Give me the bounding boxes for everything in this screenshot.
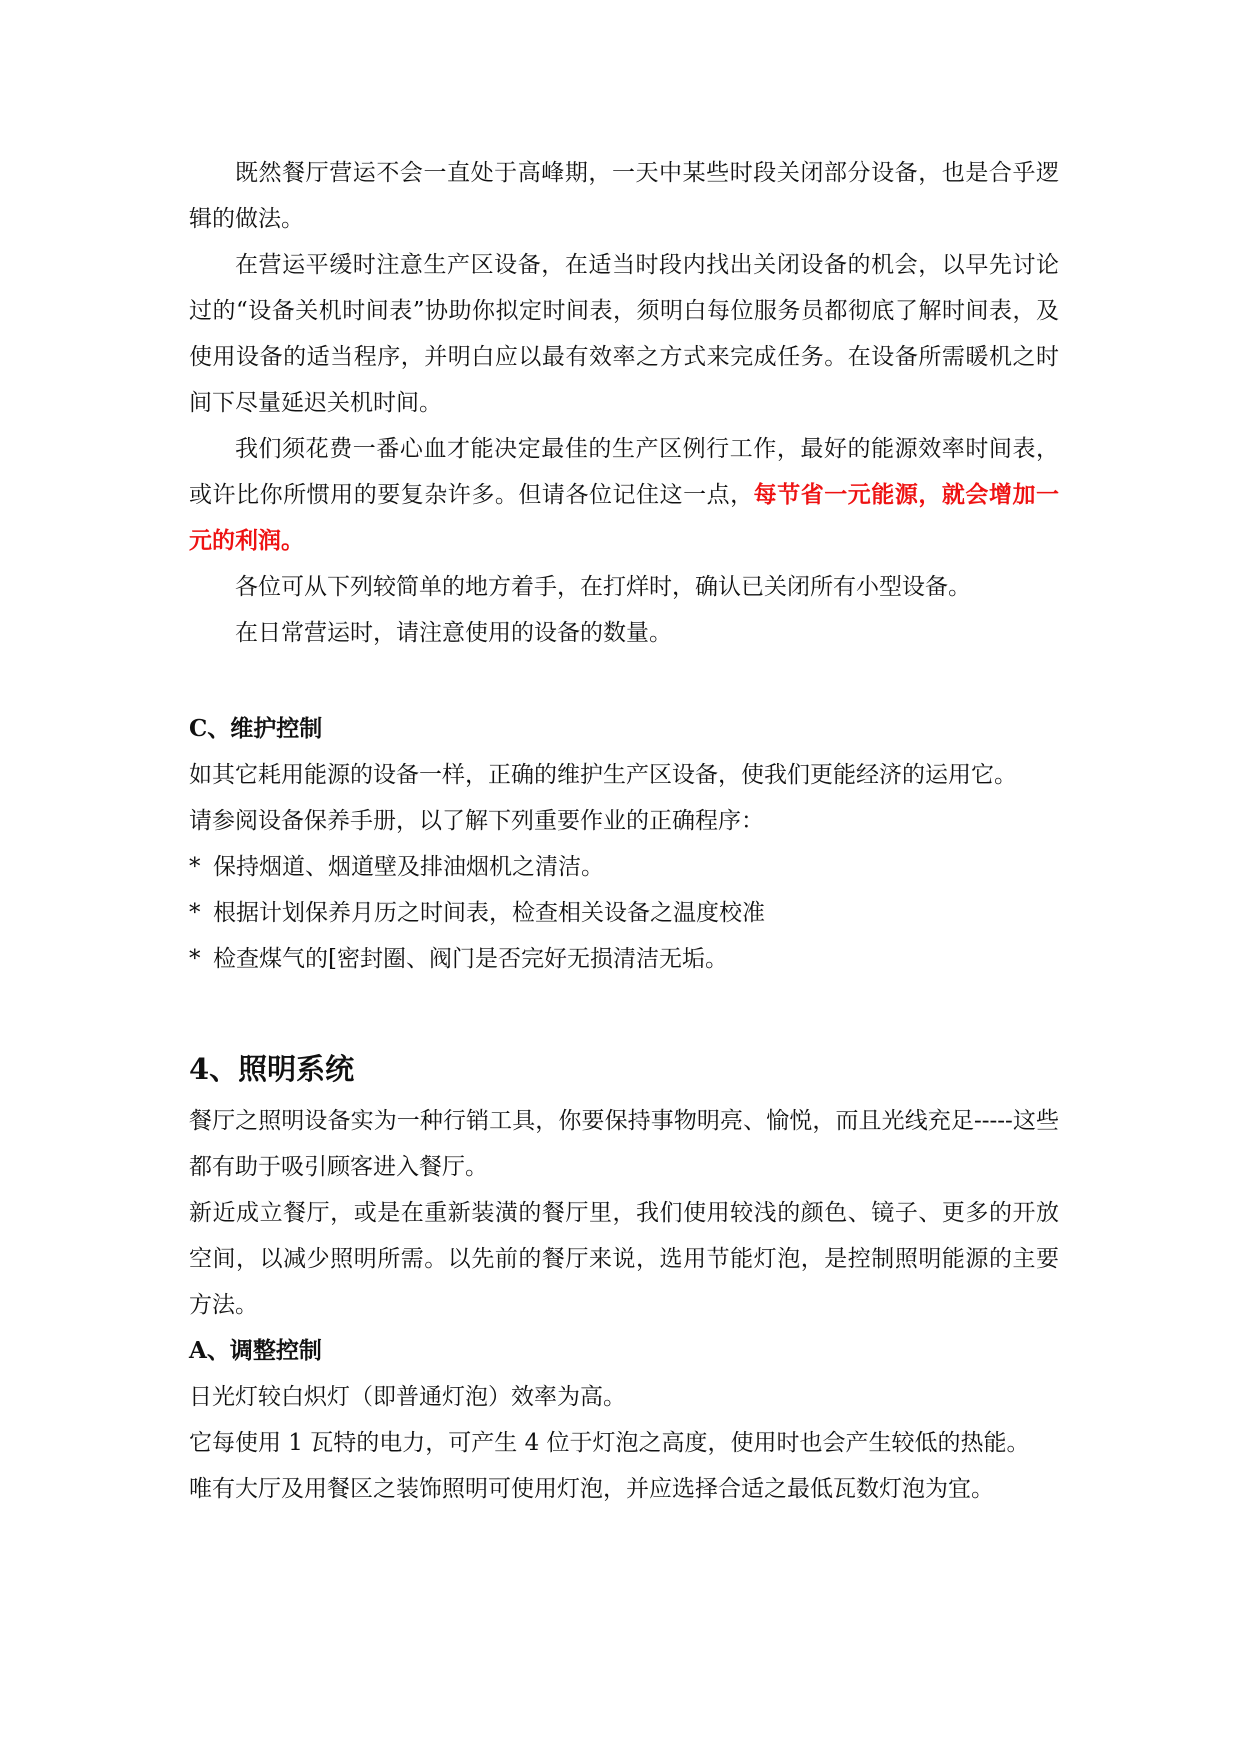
adjustment-heading: A、调整控制 [189,1337,322,1364]
bullet-marker: * [189,854,201,880]
list-item-text: 检查煤气的[密封圈、阀门是否完好无损清洁无垢。 [213,946,728,972]
list-item-text: 根据计划保养月历之时间表，检查相关设备之温度校准 [213,900,765,926]
intro-paragraph-1: 既然餐厅营运不会一直处于高峰期，一天中某些时段关闭部分设备，也是合乎逻辑的做法。 [189,160,1059,232]
lighting-paragraph-3: 日光灯较白炽灯（即普通灯泡）效率为高。 [189,1384,626,1410]
lighting-paragraph-2: 新近成立餐厅，或是在重新装潢的餐厅里，我们使用较浅的颜色、镜子、更多的开放空间，以减少照明所需。以先前的餐厅来说，选用节能灯泡，是控制照明能源的主要方法。 [189,1200,1059,1318]
maintenance-heading: C、维护控制 [189,715,323,742]
intro-paragraph-5: 在日常营运时，请注意使用的设备的数量。 [235,620,672,646]
list-item [189,844,1059,890]
bullet-marker: * [189,946,201,972]
maintenance-paragraph-1: 如其它耗用能源的设备一样，正确的维护生产区设备，使我们更能经济的运用它。 [189,762,1017,788]
list-item-text: 保持烟道、烟道壁及排油烟机之清洁。 [213,854,604,880]
list-item [189,936,1059,982]
intro-paragraph-3-text: 我们须花费一番心血才能决定最佳的生产区例行工作，最好的能源效率时间表，或许比你所惯用的要复杂许多。但请各位记住这一点， [189,436,1059,508]
lighting-section-heading: 4、照明系统 [189,1052,355,1086]
intro-paragraph-3 [189,426,1059,564]
spacer [189,656,1059,706]
lighting-paragraph-5: 唯有大厅及用餐区之装饰照明可使用灯泡，并应选择合适之最低瓦数灯泡为宜。 [189,1476,994,1502]
lighting-paragraph-4: 它每使用 1 瓦特的电力，可产生 4 位于灯泡之高度，使用时也会产生较低的热能。 [189,1430,1030,1456]
lighting-paragraph-1: 餐厅之照明设备实为一种行销工具，你要保持事物明亮、愉悦，而且光线充足-----这些都有助于吸引顾客进入餐厅。 [189,1108,1059,1180]
bullet-marker: * [189,900,201,926]
document-page [189,150,1059,1512]
intro-paragraph-4: 各位可从下列较简单的地方着手，在打烊时，确认已关闭所有小型设备。 [235,574,971,600]
intro-paragraph-2: 在营运平缓时注意生产区设备，在适当时段内找出关闭设备的机会，以早先讨论过的“设备关机时间表”协助你拟定时间表，须明白每位服务员都彻底了解时间表，及使用设备的适当程序，并明白应以最有效率之方式来完成任务。在设备所需暖机之时间下尽量延迟关机时间。 [189,252,1059,416]
maintenance-paragraph-2: 请参阅设备保养手册，以了解下列重要作业的正确程序： [189,808,764,834]
profit-highlight: 每节省一元能源，就会增加一元的利润。 [189,481,1060,554]
list-item [189,890,1059,936]
spacer [189,982,1059,1044]
